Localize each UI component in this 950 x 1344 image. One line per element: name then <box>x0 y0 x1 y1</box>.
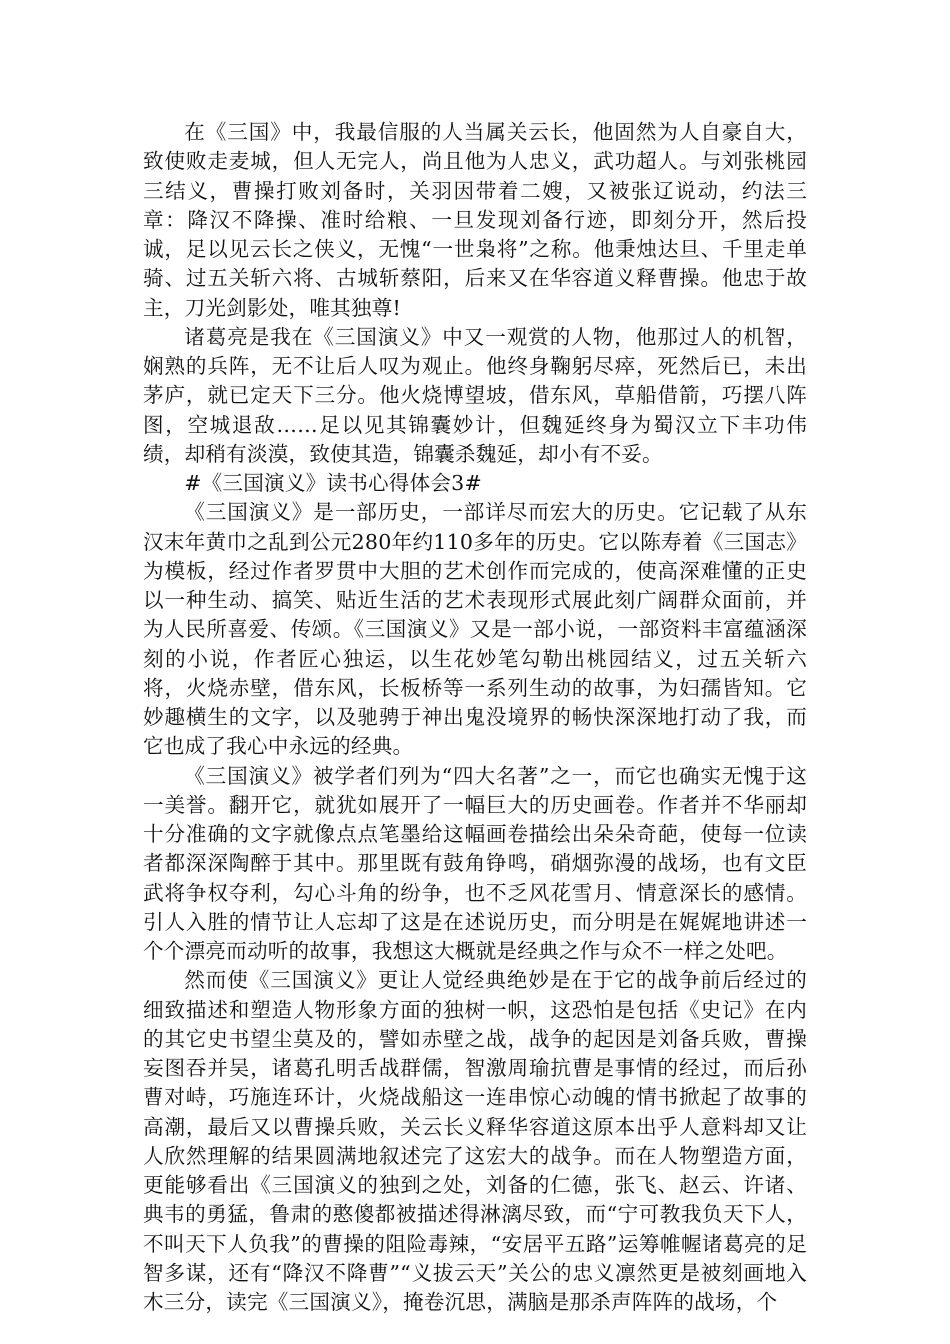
paragraph-guan-yu: 在《三国》中，我最信服的人当属关云长，他固然为人自豪自大，致使败走麦城，但人无完人，尚且他为人忠义，武功超人。与刘张桃园三结义，曹操打败刘备时，关羽因带着二嫂，又被张辽说动，约法三章：降汉不降操、准时给粮、一旦发现刘备行迹，即刻分开，然后投诚，足以见云长之侠义，无愧“一世枭将”之称。他秉烛达旦、千里走单骑、过五关斩六将、古城斩蔡阳，后来又在华容道义释曹操。他忠于故主，刀光剑影处，唯其独尊! <box>143 120 807 320</box>
section-heading: #《三国演义》读书心得体会3# <box>184 471 482 495</box>
paragraph-zhuge-liang: 诸葛亮是我在《三国演义》中又一观赏的人物，他那过人的机智，娴熟的兵阵，无不让后人叹为观止。他终身鞠躬尽瘁，死然后已，未出茅庐，就已定天下三分。他火烧博望坡，借东风，草船借箭，巧摆八阵图，空城退敌……足以见其锦囊妙计，但魏延终身为蜀汉立下丰功伟绩，却稍有淡漠，致使其造，锦囊杀魏延，却小有不妥。 <box>143 324 807 466</box>
document-body <box>143 118 807 1317</box>
paragraph-masterpiece: 《三国演义》被学者们列为“四大名著”之一，而它也确实无愧于这一美誉。翻开它，就犹如展开了一幅巨大的历史画卷。作者并不华丽却十分准确的文字就像点点笔墨给这幅画卷描绘出朵朵奇葩，使每一位读者都深深陶醉于其中。那里既有鼓角铮鸣，硝烟弥漫的战场，也有文臣武将争权夺利，勾心斗角的纷争，也不乏风花雪月、情意深长的感情。引人入胜的情节让人忘却了这是在述说历史，而分明是在娓娓地讲述一个个漂亮而动听的故事，我想这大概就是经典之作与众不一样之处吧。 <box>143 763 807 963</box>
paragraph-warfare-characters: 然而使《三国演义》更让人觉经典绝妙是在于它的战争前后经过的细致描述和塑造人物形象方面的独树一帜，这恐怕是包括《史记》在内的其它史书望尘莫及的，譬如赤壁之战，战争的起因是刘备兵败，曹操妄图吞并吴，诸葛孔明舌战群儒，智激周瑜抗曹是事情的经过，而后孙曹对峙，巧施连环计，火烧战船这一连串惊心动魄的情书掀起了故事的高潮，最后又以曹操兵败，关云长义释华容道这原本出乎人意料却又让人欣然理解的结果圆满地叙述完了这宏大的战争。而在人物塑造方面，更能够看出《三国演义的独到之处，刘备的仁德，张飞、赵云、许诸、典韦的勇猛，鲁肃的憨傻都被描述得淋漓尽致，而“宁可教我负天下人，不叫天下人负我”的曹操的阻险毒辣，“安居平五路”运筹帷幄诸葛亮的足智多谋，还有“降汉不降曹”“义拔云天”关公的忠义凛然更是被刻画地入木三分，读完《三国演义》，掩卷沉思，满脑是那杀声阵阵的战场，个 <box>143 968 807 1314</box>
paragraph-history: 《三国演义》是一部历史，一部详尽而宏大的历史。它记载了从东汉末年黄巾之乱到公元280年约110多年的历史。它以陈寿着《三国志》为模板，经过作者罗贯中大胆的艺术创作而完成的，使高深难懂的正史以一种生动、搞笑、贴近生活的艺术表现形式展此刻广阔群众面前，并为人民所喜爱、传颂。《三国演义》又是一部小说，一部资料丰富蕴涵深刻的小说，作者匠心独运，以生花妙笔勾勒出桃园结义，过五关斩六将，火烧赤壁，借东风，长板桥等一系列生动的故事，为妇孺皆知。它妙趣横生的文字，以及驰骋于神出鬼没境界的畅快深深地打动了我，而它也成了我心中永远的经典。 <box>143 500 807 759</box>
